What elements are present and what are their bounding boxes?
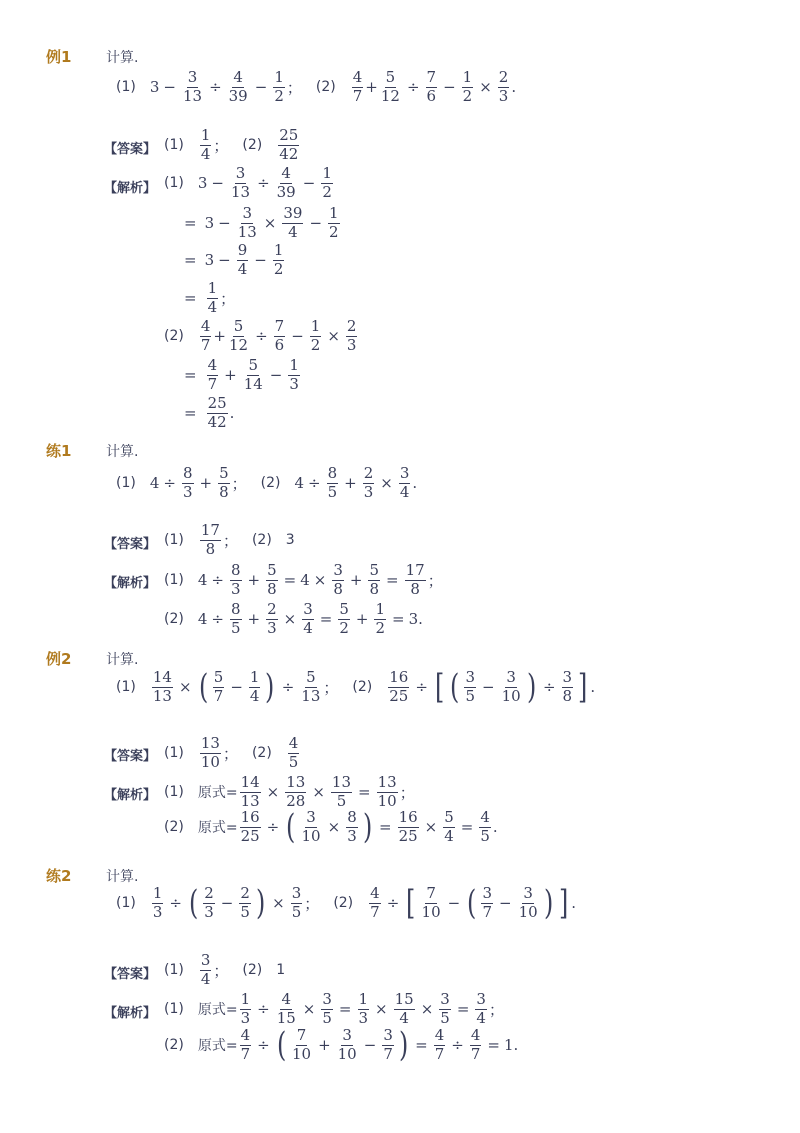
answer-label: 【答案】 xyxy=(104,749,157,764)
part-label: (1) xyxy=(164,745,184,762)
analysis-step: (1) 原式= $\frac{14}{13}$ × $\frac{13}{28}$ × $\frac{13}{5}$ = $\frac{13}{10}$ ； xyxy=(164,773,415,810)
part-label: (2) xyxy=(164,1037,184,1054)
part-label: (2) xyxy=(164,819,184,836)
answer-example-1: (1) $\frac{1}{4}$ ； (2) $\frac{25}{42}$ xyxy=(164,126,299,163)
prompt-text: 计算. xyxy=(106,652,139,668)
analysis-label: 【解析】 xyxy=(104,181,157,196)
part-label: (1) xyxy=(164,532,184,549)
answer-value: 3 xyxy=(285,532,295,549)
analysis-step: (1) 3 − $\frac{3}{13}$ ÷ $\frac{4}{39}$ − $\frac{1}{2}$ xyxy=(164,164,332,201)
part-label: (1) xyxy=(116,895,136,912)
part-label: (1) xyxy=(164,572,184,589)
section-tag-example-2: 例2 xyxy=(46,650,72,668)
part-label: (1) xyxy=(164,175,184,192)
answer-practice-2: (1) $\frac{3}{4}$ ； (2) 1 xyxy=(164,951,286,988)
analysis-label: 【解析】 xyxy=(104,788,157,803)
part-label: (2) xyxy=(164,328,184,345)
section-tag-practice-1: 练1 xyxy=(46,442,72,460)
prompt-text: 计算. xyxy=(106,444,139,460)
analysis-step: = $\frac{25}{42}$ . xyxy=(184,394,235,431)
problem-practice-1: (1) 4 ÷ $\frac{8}{3}$ + $\frac{5}{8}$ ； (2) 4 ÷ $\frac{8}{5}$ + $\frac{2}{3}$ × $\frac{3}{4}$ . xyxy=(116,464,418,501)
analysis-step: (2) 原式= $\frac{4}{7}$ ÷ ( $\frac{7}{10}$ + $\frac{3}{10}$ − $\frac{3}{7}$ ) = $\frac{4}{7}$ ÷ $\frac{4}{7}$ = 1. xyxy=(164,1025,519,1066)
analysis-step: = $\frac{4}{7}$ + $\frac{5}{14}$ − $\frac{1}{3}$ xyxy=(184,356,299,393)
analysis-step: = 3 − $\frac{3}{13}$ × $\frac{39}{4}$ − $\frac{1}{2}$ xyxy=(184,204,339,241)
part-label: (2) xyxy=(333,895,354,912)
part-label: (1) xyxy=(164,784,184,801)
part-label: (2) xyxy=(251,532,272,549)
answer-example-2: (1) $\frac{13}{10}$ ； (2) $\frac{4}{5}$ xyxy=(164,734,299,771)
original-expression-label: 原式= xyxy=(197,785,238,802)
analysis-step: = $\frac{1}{4}$ ； xyxy=(184,279,236,316)
part-label: (1) xyxy=(116,79,136,96)
part-label: (2) xyxy=(352,679,373,696)
problem-practice-2: (1) $\frac{1}{3}$ ÷ ( $\frac{2}{3}$ − $\frac{2}{5}$ ) × $\frac{3}{5}$ ； (2) $\frac{4}{7}$ ÷ [ $\frac{7}{10}$ − ( $\frac{3}{7}$ − $\frac{3}{10}$ ) ] . xyxy=(116,883,577,924)
answer-value: 1 xyxy=(276,962,286,979)
analysis-step: (2) 原式= $\frac{16}{25}$ ÷ ( $\frac{3}{10}$ × $\frac{8}{3}$ ) = $\frac{16}{25}$ × $\frac{5}{4}$ = $\frac{4}{5}$ . xyxy=(164,807,498,848)
analysis-step: = 3 − $\frac{9}{4}$ − $\frac{1}{2}$ xyxy=(184,241,284,278)
analysis-label: 【解析】 xyxy=(104,576,157,591)
original-expression-label: 原式= xyxy=(197,1038,238,1055)
section-tag-practice-2: 练2 xyxy=(46,867,72,885)
part-label: (1) xyxy=(164,1001,184,1018)
analysis-step: (2) $\frac{4}{7}$ + $\frac{5}{12}$ ÷ $\frac{7}{6}$ − $\frac{1}{2}$ × $\frac{2}{3}$ xyxy=(164,317,357,354)
part-label: (2) xyxy=(242,137,263,154)
problem-example-1: (1) 3 − $\frac{3}{13}$ ÷ $\frac{4}{39}$ − $\frac{1}{2}$ ； (2) $\frac{4}{7}$ + $\frac{5}{12}$ ÷ $\frac{7}{6}$ − $\frac{1}{2}$ × $\frac{2}{3}$ . xyxy=(116,68,517,105)
part-label: (2) xyxy=(251,745,272,762)
problem-example-2: (1) $\frac{14}{13}$ × ( $\frac{5}{7}$ − $\frac{1}{4}$ ) ÷ $\frac{5}{13}$ ； (2) $\frac{16}{25}$ ÷ [ ( $\frac{3}{5}$ − $\frac{3}{10}$ ) ÷ $\frac{3}{8}$ ] . xyxy=(116,667,596,708)
answer-label: 【答案】 xyxy=(104,537,157,552)
part-label: (1) xyxy=(116,475,136,492)
prompt-text: 计算. xyxy=(106,869,139,885)
part-label: (2) xyxy=(164,611,184,628)
part-label: (1) xyxy=(116,679,136,696)
original-expression-label: 原式= xyxy=(197,820,238,837)
section-tag-example-1: 例1 xyxy=(46,48,72,66)
analysis-step: (1) 原式= $\frac{1}{3}$ ÷ $\frac{4}{15}$ × $\frac{3}{5}$ = $\frac{1}{3}$ × $\frac{15}{4}$ × $\frac{3}{5}$ = $\frac{3}{4}$ ； xyxy=(164,990,504,1027)
analysis-step: (1) 4 ÷ $\frac{8}{3}$ + $\frac{5}{8}$ = 4 × $\frac{3}{8}$ + $\frac{5}{8}$ = $\frac{17}{8}$ ； xyxy=(164,561,443,598)
part-label: (2) xyxy=(315,79,336,96)
part-label: (2) xyxy=(242,962,263,979)
part-label: (1) xyxy=(164,137,184,154)
answer-label: 【答案】 xyxy=(104,142,157,157)
analysis-label: 【解析】 xyxy=(104,1006,157,1021)
prompt-text: 计算. xyxy=(106,50,139,66)
answer-label: 【答案】 xyxy=(104,967,157,982)
part-label: (1) xyxy=(164,962,184,979)
answer-practice-1: (1) $\frac{17}{8}$ ； (2) 3 xyxy=(164,521,295,558)
analysis-step: (2) 4 ÷ $\frac{8}{5}$ + $\frac{2}{3}$ × $\frac{3}{4}$ = $\frac{5}{2}$ + $\frac{1}{2}$ = 3. xyxy=(164,600,423,637)
part-label: (2) xyxy=(260,475,281,492)
original-expression-label: 原式= xyxy=(197,1002,238,1019)
